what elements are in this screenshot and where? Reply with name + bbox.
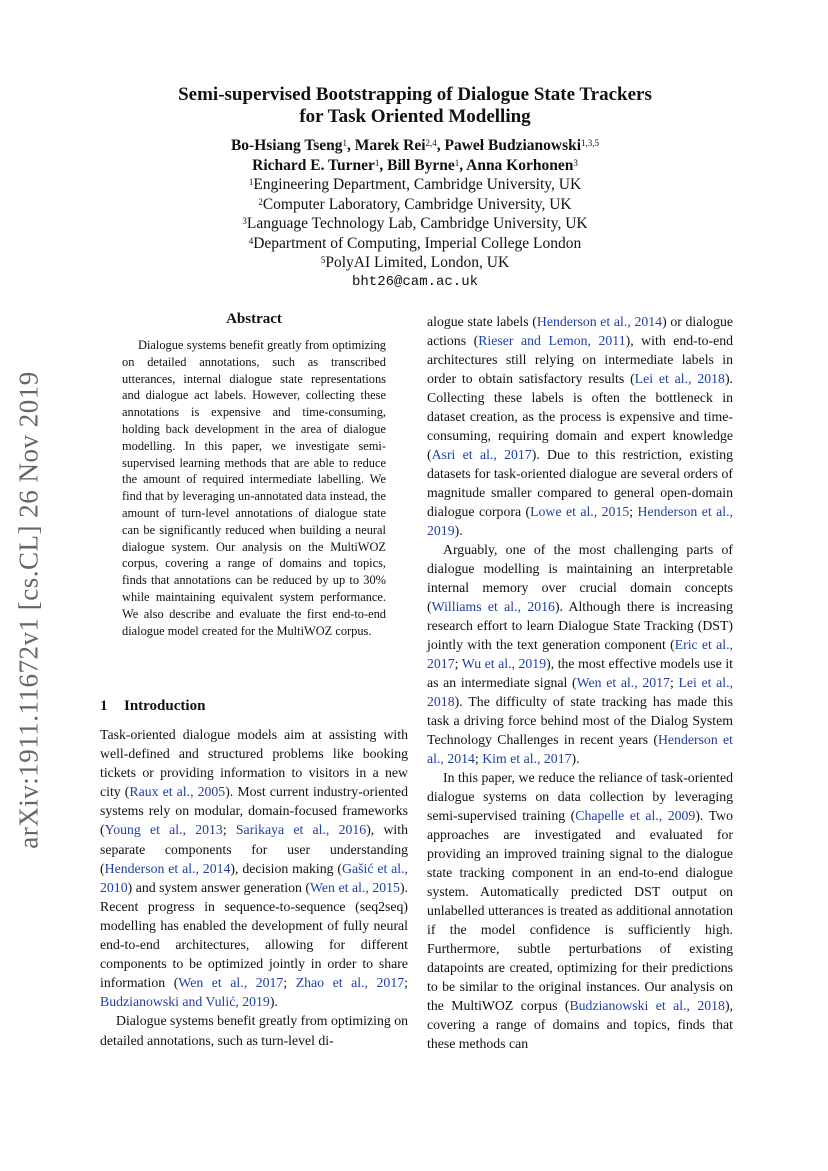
text-run: ; xyxy=(474,751,483,766)
citation-link[interactable]: Henderson et al., 2014 xyxy=(427,732,733,766)
text-run: ). Recent progress in sequence-to-sequence (seq2seq) modelling has enabled the development of fully neural end-to-end architectures, allowing for different components to be optimized jointly in order to share information ( xyxy=(100,879,408,991)
citation-link[interactable]: Chapelle et al., 2009 xyxy=(575,808,696,823)
author-affil: 1,3,5 xyxy=(581,138,600,148)
paragraph xyxy=(427,768,733,1053)
citation-link[interactable]: Henderson et al., 2014 xyxy=(104,860,231,876)
text-run: ) and system answer generation ( xyxy=(127,879,310,895)
section-title: Introduction xyxy=(124,698,206,714)
text-run: ). Two approaches are investigated and evaluated for providing an improved training signal to the dialogue state tracking component in an end-to-end dialogue system. Automatically predicted DST output on unlabelled utterances is treated as additional annotation if the model confidence is sufficiently high. Furthermore, subtle perturbations of existing datapoints are created, optimizing for their predictions to be similar to the original instances. Our analysis on the MultiWOZ corpus ( xyxy=(427,808,733,1013)
author-affil: 2,4 xyxy=(425,138,437,148)
right-column xyxy=(427,312,733,1053)
author-block xyxy=(100,136,730,292)
author-line-1: Bo-Hsiang Tseng$^1$, Marek Rei$^{2,4}$, Paweł Budzianowski$^{1,3,5}$ xyxy=(230,137,600,154)
citation-link[interactable]: Asri et al., 2017 xyxy=(431,447,532,462)
text-run: ), decision making ( xyxy=(230,860,343,876)
citation-link[interactable]: Wen et al., 2015 xyxy=(310,879,400,895)
affiliation: $^5$PolyAI Limited, London, UK xyxy=(320,254,510,271)
text-run: ; xyxy=(629,504,638,519)
citation-link[interactable]: Lei et al., 2018 xyxy=(634,371,725,386)
text-run: ) or dialogue actions ( xyxy=(427,314,734,348)
citation-link[interactable]: Zhao et al., 2017 xyxy=(295,975,405,991)
citation-link[interactable]: Budzianowski and Vulić, 2019 xyxy=(100,994,270,1010)
citation-link[interactable]: Henderson et al., 2019 xyxy=(427,504,733,538)
citation-link[interactable]: Wen et al., 2017 xyxy=(576,675,670,690)
citation-link[interactable]: Eric et al., 2017 xyxy=(427,637,733,671)
author-affil: 1 xyxy=(374,157,380,168)
text-run: ). Due to this restriction, existing datasets for task-oriented dialogue are several orders of magnitude smaller compared to general open-domain dialogue corpora ( xyxy=(427,447,734,519)
text-run: Task-oriented dialogue models aim at assisting with well-defined and structured problems like booking tickets or providing information to visitors in a new city ( xyxy=(100,727,408,800)
citation-link[interactable]: Budzianowski et al., 2018 xyxy=(569,998,725,1013)
paragraph: Dialogue systems benefit greatly from optimizing on detailed annotations, such as turn-level di- xyxy=(100,1013,408,1048)
text-run: ). xyxy=(571,751,580,766)
abstract-text: Dialogue systems benefit greatly from optimizing on detailed annotations, such as transcribed utterances, internal dialogue state representations and dialogue act labels. However, collecting these annotations is expensive and time-consuming, holding back development in the area of dialogue modelling. In this paper, we investigate semi-supervised learning methods that are able to reduce the amount of required intermediate labelling. We find that by leveraging un-annotated data instead, the amount of turn-level annotations of dialogue state can be significantly reduced when building a neural dialogue system. Our analysis on the MultiWOZ corpus, covering a range of domains and topics, finds that annotations can be reduced by up to 30% while maintaining equivalent system performance. We also describe and evaluate the first end-to-end dialogue model created for the MultiWOZ corpus. xyxy=(122,338,386,638)
author-name: Richard E. Turner xyxy=(252,156,375,174)
text-run: ). Although there is increasing research effort to learn Dialogue State Tracking (DST) jointly with the text generation component ( xyxy=(427,599,733,652)
author-name: Bo-Hsiang Tseng xyxy=(230,137,343,154)
author-name: Bill Byrne xyxy=(387,156,455,174)
author-name: Anna Korhonen xyxy=(466,156,574,174)
affiliation: $^3$Language Technology Lab, Cambridge University, UK xyxy=(242,215,588,232)
paragraph xyxy=(427,312,733,540)
text-run: ). Collecting these labels is often the bottleneck in dataset creation, as the process is expensive and time-consuming, requiring domain and expert knowledge ( xyxy=(427,371,733,462)
affiliation: $^1$Engineering Department, Cambridge University, UK xyxy=(248,176,582,193)
abstract-heading: Abstract xyxy=(226,311,282,327)
author-affil: 1 xyxy=(342,138,348,148)
text-run: ), covering a range of domains and topics, finds that these methods can xyxy=(427,998,733,1051)
paragraph xyxy=(100,725,408,1011)
text-run: Arguably, one of the most challenging parts of dialogue modelling is maintaining an interpretable internal memory over crucial domain concepts ( xyxy=(427,542,733,614)
affiliation: $^4$Department of Computing, Imperial College London xyxy=(248,234,582,252)
text-run: alogue state labels ( xyxy=(427,314,537,329)
text-run: ). xyxy=(269,994,278,1010)
citation-link[interactable]: Lowe et al., 2015 xyxy=(530,504,630,519)
text-run: ), with separate components for user understanding ( xyxy=(100,822,408,876)
text-run: ; xyxy=(454,656,462,671)
intro-left-column xyxy=(100,725,408,1050)
citation-link[interactable]: Sarikaya et al., 2016 xyxy=(235,822,367,838)
arxiv-id: arXiv:1911.11672v1 [cs.CL] 26 Nov 2019 xyxy=(13,371,44,849)
title-line-1: Semi-supervised Bootstrapping of Dialogue State Trackers xyxy=(178,84,652,105)
citation-link[interactable]: Henderson et al., 2014 xyxy=(536,314,663,329)
text-run: ). Most current industry-oriented systems rely on modular, domain-focused frameworks ( xyxy=(100,784,408,838)
text-run: ; xyxy=(404,975,408,991)
text-run: ). The difficulty of state tracking has made this task a driving force behind most of the Dialog System Technology Challenges in recent years ( xyxy=(427,694,733,747)
section-number: 1 xyxy=(100,698,108,714)
author-email: bht26@cam.ac.uk xyxy=(351,273,479,290)
section-heading xyxy=(100,698,205,715)
affiliation: $^2$Computer Laboratory, Cambridge University, UK xyxy=(258,195,572,213)
arxiv-stamp xyxy=(8,360,50,860)
text-run: ), with end-to-end architectures still relying on intermediate labels in order to obtain satisfactory results ( xyxy=(427,333,734,386)
author-affil: 3 xyxy=(573,157,578,168)
paragraph xyxy=(427,540,733,768)
text-run: ), the most effective models use it as an intermediate signal ( xyxy=(427,656,733,690)
author-name: Paweł Budzianowski xyxy=(444,137,582,154)
author-name: Marek Rei xyxy=(354,137,426,154)
citation-link[interactable]: Gašić et al., 2010 xyxy=(100,860,408,895)
citation-link[interactable]: Young et al., 2013 xyxy=(104,822,223,838)
citation-link[interactable]: Wen et al., 2017 xyxy=(178,975,284,991)
author-affil: 1 xyxy=(454,157,460,168)
citation-link[interactable]: Kim et al., 2017 xyxy=(482,751,572,766)
citation-link[interactable]: Williams et al., 2016 xyxy=(431,599,555,614)
citation-link[interactable]: Lei et al., 2018 xyxy=(427,675,733,709)
citation-link[interactable]: Raux et al., 2005 xyxy=(129,784,226,800)
paper-title xyxy=(100,84,730,128)
text-run: In this paper, we reduce the reliance of task-oriented dialogue systems on data collection by leveraging semi-supervised training ( xyxy=(427,770,733,823)
citation-link[interactable]: Wu et al., 2019 xyxy=(461,656,547,671)
author-line-2: Richard E. Turner$^1$, Bill Byrne$^1$, Anna Korhonen$^3$ xyxy=(252,156,578,174)
text-run: ). xyxy=(454,523,463,538)
text-run: ; xyxy=(669,675,679,690)
title-line-2: for Task Oriented Modelling xyxy=(299,106,531,127)
citation-link[interactable]: Rieser and Lemon, 2011 xyxy=(478,333,626,348)
text-run: ; xyxy=(283,975,296,991)
text-run: ; xyxy=(222,822,236,838)
